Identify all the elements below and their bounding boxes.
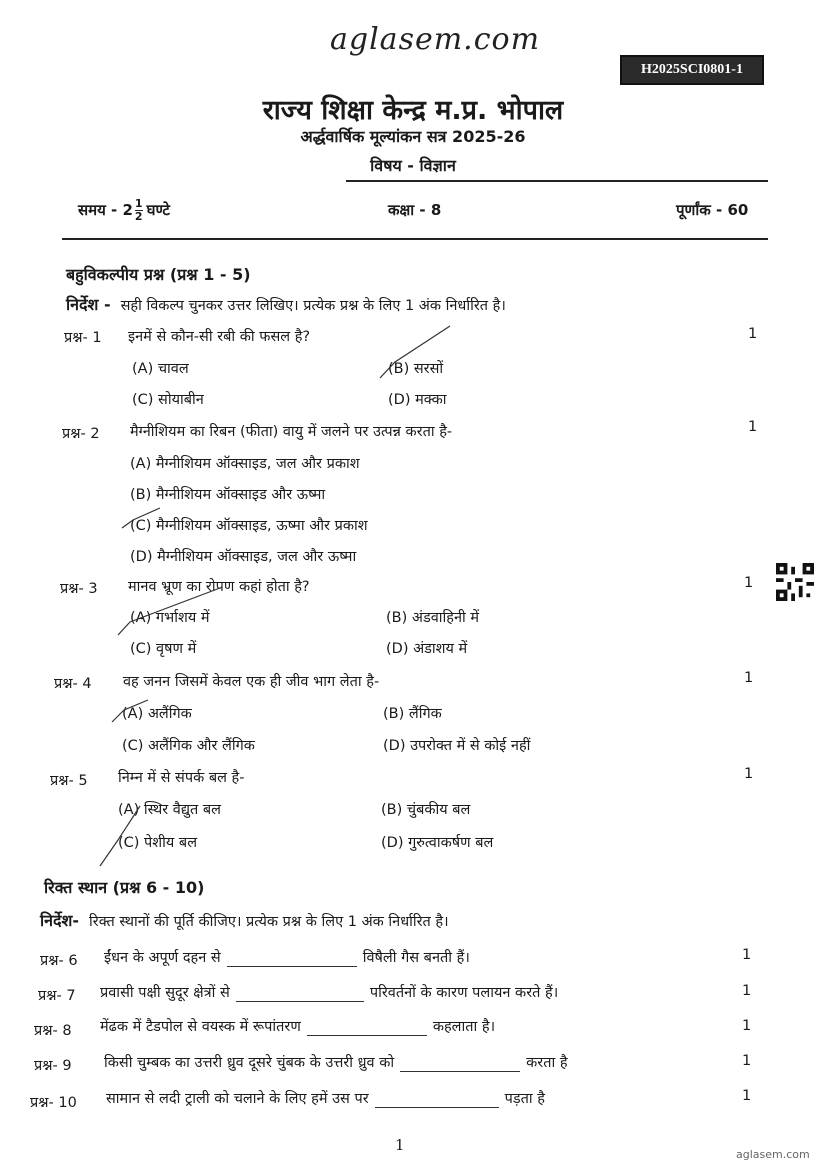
question-text-after: करता है	[526, 1055, 568, 1071]
option-a: (A) मैग्नीशियम ऑक्साइड, जल और प्रकाश	[130, 456, 360, 472]
question-marks: 1	[744, 670, 754, 686]
watermark-logo: aglasem.com	[330, 22, 541, 57]
option-d: (D) अंडाशय में	[386, 641, 468, 657]
mcq-direction	[66, 293, 506, 315]
time-fraction	[135, 198, 143, 223]
option-d: (D) मैग्नीशियम ऑक्साइड, जल और ऊष्मा	[130, 549, 357, 565]
question-text-after: पड़ता है	[504, 1091, 545, 1107]
option-a: (A) चावल	[132, 361, 189, 377]
section-heading-mcq: बहुविकल्पीय प्रश्न (प्रश्न 1 - 5)	[66, 265, 251, 284]
question-marks: 1	[742, 1088, 752, 1104]
page-number: 1	[395, 1136, 405, 1154]
question-marks: 1	[744, 575, 754, 591]
question-marks: 1	[742, 947, 752, 963]
option-c: (C) मैग्नीशियम ऑक्साइड, ऊष्मा और प्रकाश	[130, 518, 368, 534]
time-label: समय - 2	[78, 201, 133, 219]
max-marks: पूर्णांक - 60	[676, 201, 749, 219]
footer-watermark: aglasem.com	[736, 1148, 810, 1161]
fraction-denominator: 2	[134, 210, 143, 223]
option-a: (A) गर्भाशय में	[130, 610, 210, 626]
question-marks: 1	[742, 983, 752, 999]
question-number: प्रश्न- 2	[62, 426, 100, 442]
option-d: (D) उपरोक्त में से कोई नहीं	[383, 738, 531, 754]
direction-label: निर्देश-	[40, 911, 80, 930]
question-text-after: विषैली गैस बनती हैं।	[362, 950, 470, 966]
fill-direction	[40, 909, 449, 931]
question-text-before: मेंढक में टैडपोल से वयस्क में रूपांतरण	[100, 1019, 301, 1035]
question-text-after: कहलाता है।	[432, 1019, 496, 1035]
divider-top	[346, 180, 768, 182]
option-b: (B) लैंगिक	[383, 706, 442, 722]
option-a: (A) अलैंगिक	[122, 706, 192, 722]
fill-question	[100, 982, 558, 1002]
fill-question	[104, 947, 470, 967]
subject-label: विषय - विज्ञान	[370, 156, 456, 175]
option-c: (C) अलैंगिक और लैंगिक	[122, 738, 255, 754]
question-text: वह जनन जिसमें केवल एक ही जीव भाग लेता है-	[123, 674, 380, 690]
answer-blank	[375, 1091, 499, 1108]
option-d: (D) गुरुत्वाकर्षण बल	[381, 835, 494, 851]
option-d: (D) मक्का	[388, 392, 447, 408]
question-marks: 1	[744, 766, 754, 782]
question-marks: 1	[748, 419, 758, 435]
paper-code-badge: H2025SCI0801-1	[620, 55, 764, 85]
question-text: इनमें से कौन-सी रबी की फसल है?	[128, 329, 311, 345]
question-number: प्रश्न- 1	[64, 330, 102, 346]
question-text-before: सामान से लदी ट्राली को चलाने के लिए हमें उस पर	[106, 1091, 369, 1107]
question-number: प्रश्न- 9	[34, 1058, 72, 1074]
option-b: (B) चुंबकीय बल	[381, 802, 471, 818]
question-marks: 1	[742, 1053, 752, 1069]
fill-question	[100, 1016, 495, 1036]
question-number: प्रश्न- 6	[40, 953, 78, 969]
option-c: (C) वृषण में	[130, 641, 197, 657]
fill-question	[106, 1088, 545, 1108]
question-text-after: परिवर्तनों के कारण पलायन करते हैं।	[369, 985, 559, 1001]
time-unit: घण्टे	[146, 201, 170, 219]
option-b: (B) मैग्नीशियम ऑक्साइड और ऊष्मा	[130, 487, 326, 503]
divider-meta	[62, 238, 768, 240]
question-number: प्रश्न- 5	[50, 773, 88, 789]
page-title: राज्य शिक्षा केन्द्र म.प्र. भोपाल	[262, 95, 564, 126]
exam-session: अर्द्धवार्षिक मूल्यांकन सत्र 2025-26	[300, 127, 526, 146]
question-text: मानव भ्रूण का रोपण कहां होता है?	[128, 579, 310, 595]
fraction-numerator: 1	[134, 197, 143, 210]
question-text-before: ईंधन के अपूर्ण दहन से	[104, 950, 221, 966]
option-b: (B) सरसों	[388, 361, 444, 377]
qr-code-icon	[776, 563, 814, 601]
time-allowed	[78, 198, 170, 223]
answer-blank	[227, 950, 357, 967]
fill-question	[104, 1052, 568, 1072]
direction-text: सही विकल्प चुनकर उत्तर लिखिए। प्रत्येक प्रश्न के लिए 1 अंक निर्धारित है।	[120, 298, 506, 314]
question-marks: 1	[748, 326, 758, 342]
question-number: प्रश्न- 4	[54, 676, 92, 692]
option-b: (B) अंडवाहिनी में	[386, 610, 480, 626]
question-number: प्रश्न- 3	[60, 581, 98, 597]
option-c: (C) सोयाबीन	[132, 392, 204, 408]
option-a: (A) स्थिर वैद्युत बल	[118, 802, 221, 818]
answer-blank	[236, 985, 364, 1002]
class-label: कक्षा - 8	[388, 201, 442, 219]
section-heading-fill: रिक्त स्थान (प्रश्न 6 - 10)	[44, 878, 205, 897]
question-number: प्रश्न- 10	[30, 1095, 77, 1111]
question-text: मैग्नीशियम का रिबन (फीता) वायु में जलने पर उत्पन्न करता है-	[130, 424, 453, 440]
question-text-before: किसी चुम्बक का उत्तरी ध्रुव दूसरे चुंबक के उत्तरी ध्रुव को	[104, 1055, 395, 1071]
question-text-before: प्रवासी पक्षी सुदूर क्षेत्रों से	[100, 985, 230, 1001]
question-number: प्रश्न- 8	[34, 1023, 72, 1039]
answer-blank	[307, 1019, 427, 1036]
direction-text: रिक्त स्थानों की पूर्ति कीजिए। प्रत्येक प्रश्न के लिए 1 अंक निर्धारित है।	[89, 914, 449, 930]
answer-blank	[400, 1055, 520, 1072]
option-c: (C) पेशीय बल	[118, 835, 198, 851]
question-number: प्रश्न- 7	[38, 988, 76, 1004]
question-marks: 1	[742, 1018, 752, 1034]
question-text: निम्न में से संपर्क बल है-	[118, 770, 245, 786]
direction-label: निर्देश -	[66, 295, 111, 314]
